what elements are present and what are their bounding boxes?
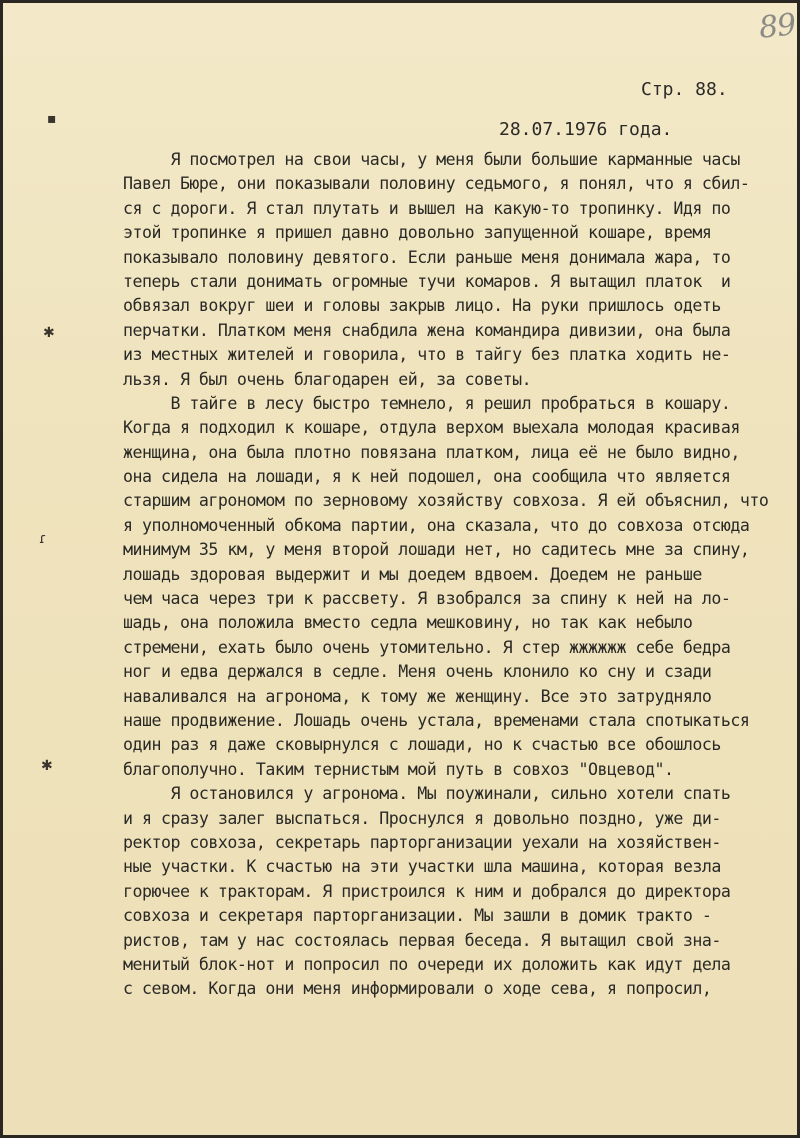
text-line: Я посмотрел на свои часы, у меня были большие карманные часы bbox=[123, 150, 740, 169]
text-line: показывало половину девятого. Если раньше меня донимала жара, то bbox=[123, 247, 731, 267]
text-line: льзя. Я был очень благодарен ей, за советы. bbox=[123, 369, 532, 389]
text-line: ные участки. К счастью на эти участки шла машина, которая везла bbox=[123, 857, 721, 877]
text-line: наше продвижение. Лошадь очень устала, временами стала спотыкаться bbox=[123, 710, 750, 730]
text-line: я уполномоченный обкома партии, она сказала, что до совхоза отсюда bbox=[123, 515, 750, 535]
page-number: Стр. 88. bbox=[641, 79, 728, 100]
text-line: лошадь здоровая выдержит и мы доедем вдвоем. Доедем не раньше bbox=[123, 564, 702, 584]
text-line: наваливался на агронома, к тому же женщину. Все это затрудняло bbox=[123, 686, 712, 706]
text-line: она сидела на лошади, я к ней подошел, она сообщила что является bbox=[123, 467, 731, 487]
text-line: перчатки. Платком меня снабдила жена командира дивизии, она была bbox=[123, 320, 731, 340]
text-line: один раз я даже сковырнулся с лошади, но к счастью все обошлось bbox=[123, 735, 721, 755]
text-line: и я сразу залег выспаться. Проснулся я довольно поздно, уже ди- bbox=[123, 808, 721, 828]
punch-mark-icon: ✱ bbox=[43, 325, 55, 341]
text-line: шадь, она положила вместо седла мешковину, но так как небыло bbox=[123, 613, 693, 633]
punch-mark-icon: ɾ bbox=[39, 531, 47, 547]
document-page bbox=[3, 3, 797, 1135]
text-line: В тайге в лесу быстро темнело, я решил пробраться в кошару. bbox=[123, 393, 731, 413]
text-line: ректор совхоза, секретарь парторганизации уехали на хозяйствен- bbox=[123, 832, 721, 852]
punch-mark-icon: ✱ bbox=[41, 758, 53, 774]
text-line: горючее к тракторам. Я пристроился к ним и добрался до директора bbox=[123, 881, 731, 901]
document-date: 28.07.1976 года. bbox=[499, 119, 673, 140]
punch-mark-icon: ▪ bbox=[47, 111, 57, 127]
text-line: минимум 35 км, у меня второй лошади нет, но садитесь мне за спину, bbox=[123, 540, 750, 560]
text-line: благополучно. Таким тернистым мой путь в совхоз "Овцевод". bbox=[123, 759, 674, 779]
text-line: женщина, она была плотно повязана платком, лица её не было видно, bbox=[123, 442, 740, 462]
text-line: чем часа через три к рассвету. Я взобрался за спину к ней на ло- bbox=[123, 589, 731, 609]
text-line: Павел Бюре, они показывали половину седьмого, я понял, что я сбил- bbox=[123, 174, 750, 194]
text-line: с севом. Когда они меня информировали о ходе сева, я попросил, bbox=[123, 979, 712, 999]
text-line: старшим агрономом по зерновому хозяйству совхоза. Я ей объяснил, что bbox=[123, 491, 769, 511]
text-line: Когда я подходил к кошаре, отдула верхом выехала молодая красивая bbox=[123, 418, 740, 438]
text-line: совхоза и секретаря парторганизации. Мы зашли в домик тракто - bbox=[123, 906, 712, 926]
text-line: ристов, там у нас состоялась первая беседа. Я вытащил свой зна- bbox=[123, 930, 721, 950]
text-line: из местных жителей и говорила, что в тайгу без платка ходить не- bbox=[123, 345, 731, 365]
text-line: теперь стали донимать огромные тучи комаров. Я вытащил платок и bbox=[123, 271, 731, 291]
text-line: Я остановился у агронома. Мы поужинали, сильно хотели спать bbox=[123, 784, 731, 804]
text-line: менитый блок-нот и попросил по очереди их доложить как идут дела bbox=[123, 954, 731, 974]
text-line: обвязал вокруг шеи и головы закрыв лицо. На руки пришлось одеть bbox=[123, 296, 721, 316]
text-line: этой тропинке я пришел давно довольно запущенной кошаре, время bbox=[123, 223, 712, 243]
text-line: ног и едва держался в седле. Меня очень клонило ко сну и сзади bbox=[123, 662, 712, 682]
text-line: стремени, ехать было очень утомительно. Я стер жжжжжж себе бедра bbox=[123, 637, 731, 657]
document-body bbox=[123, 148, 797, 1002]
handwritten-page-number: 89 bbox=[757, 7, 797, 46]
text-line: ся с дороги. Я стал плутать и вышел на какую-то тропинку. Идя по bbox=[123, 198, 731, 218]
